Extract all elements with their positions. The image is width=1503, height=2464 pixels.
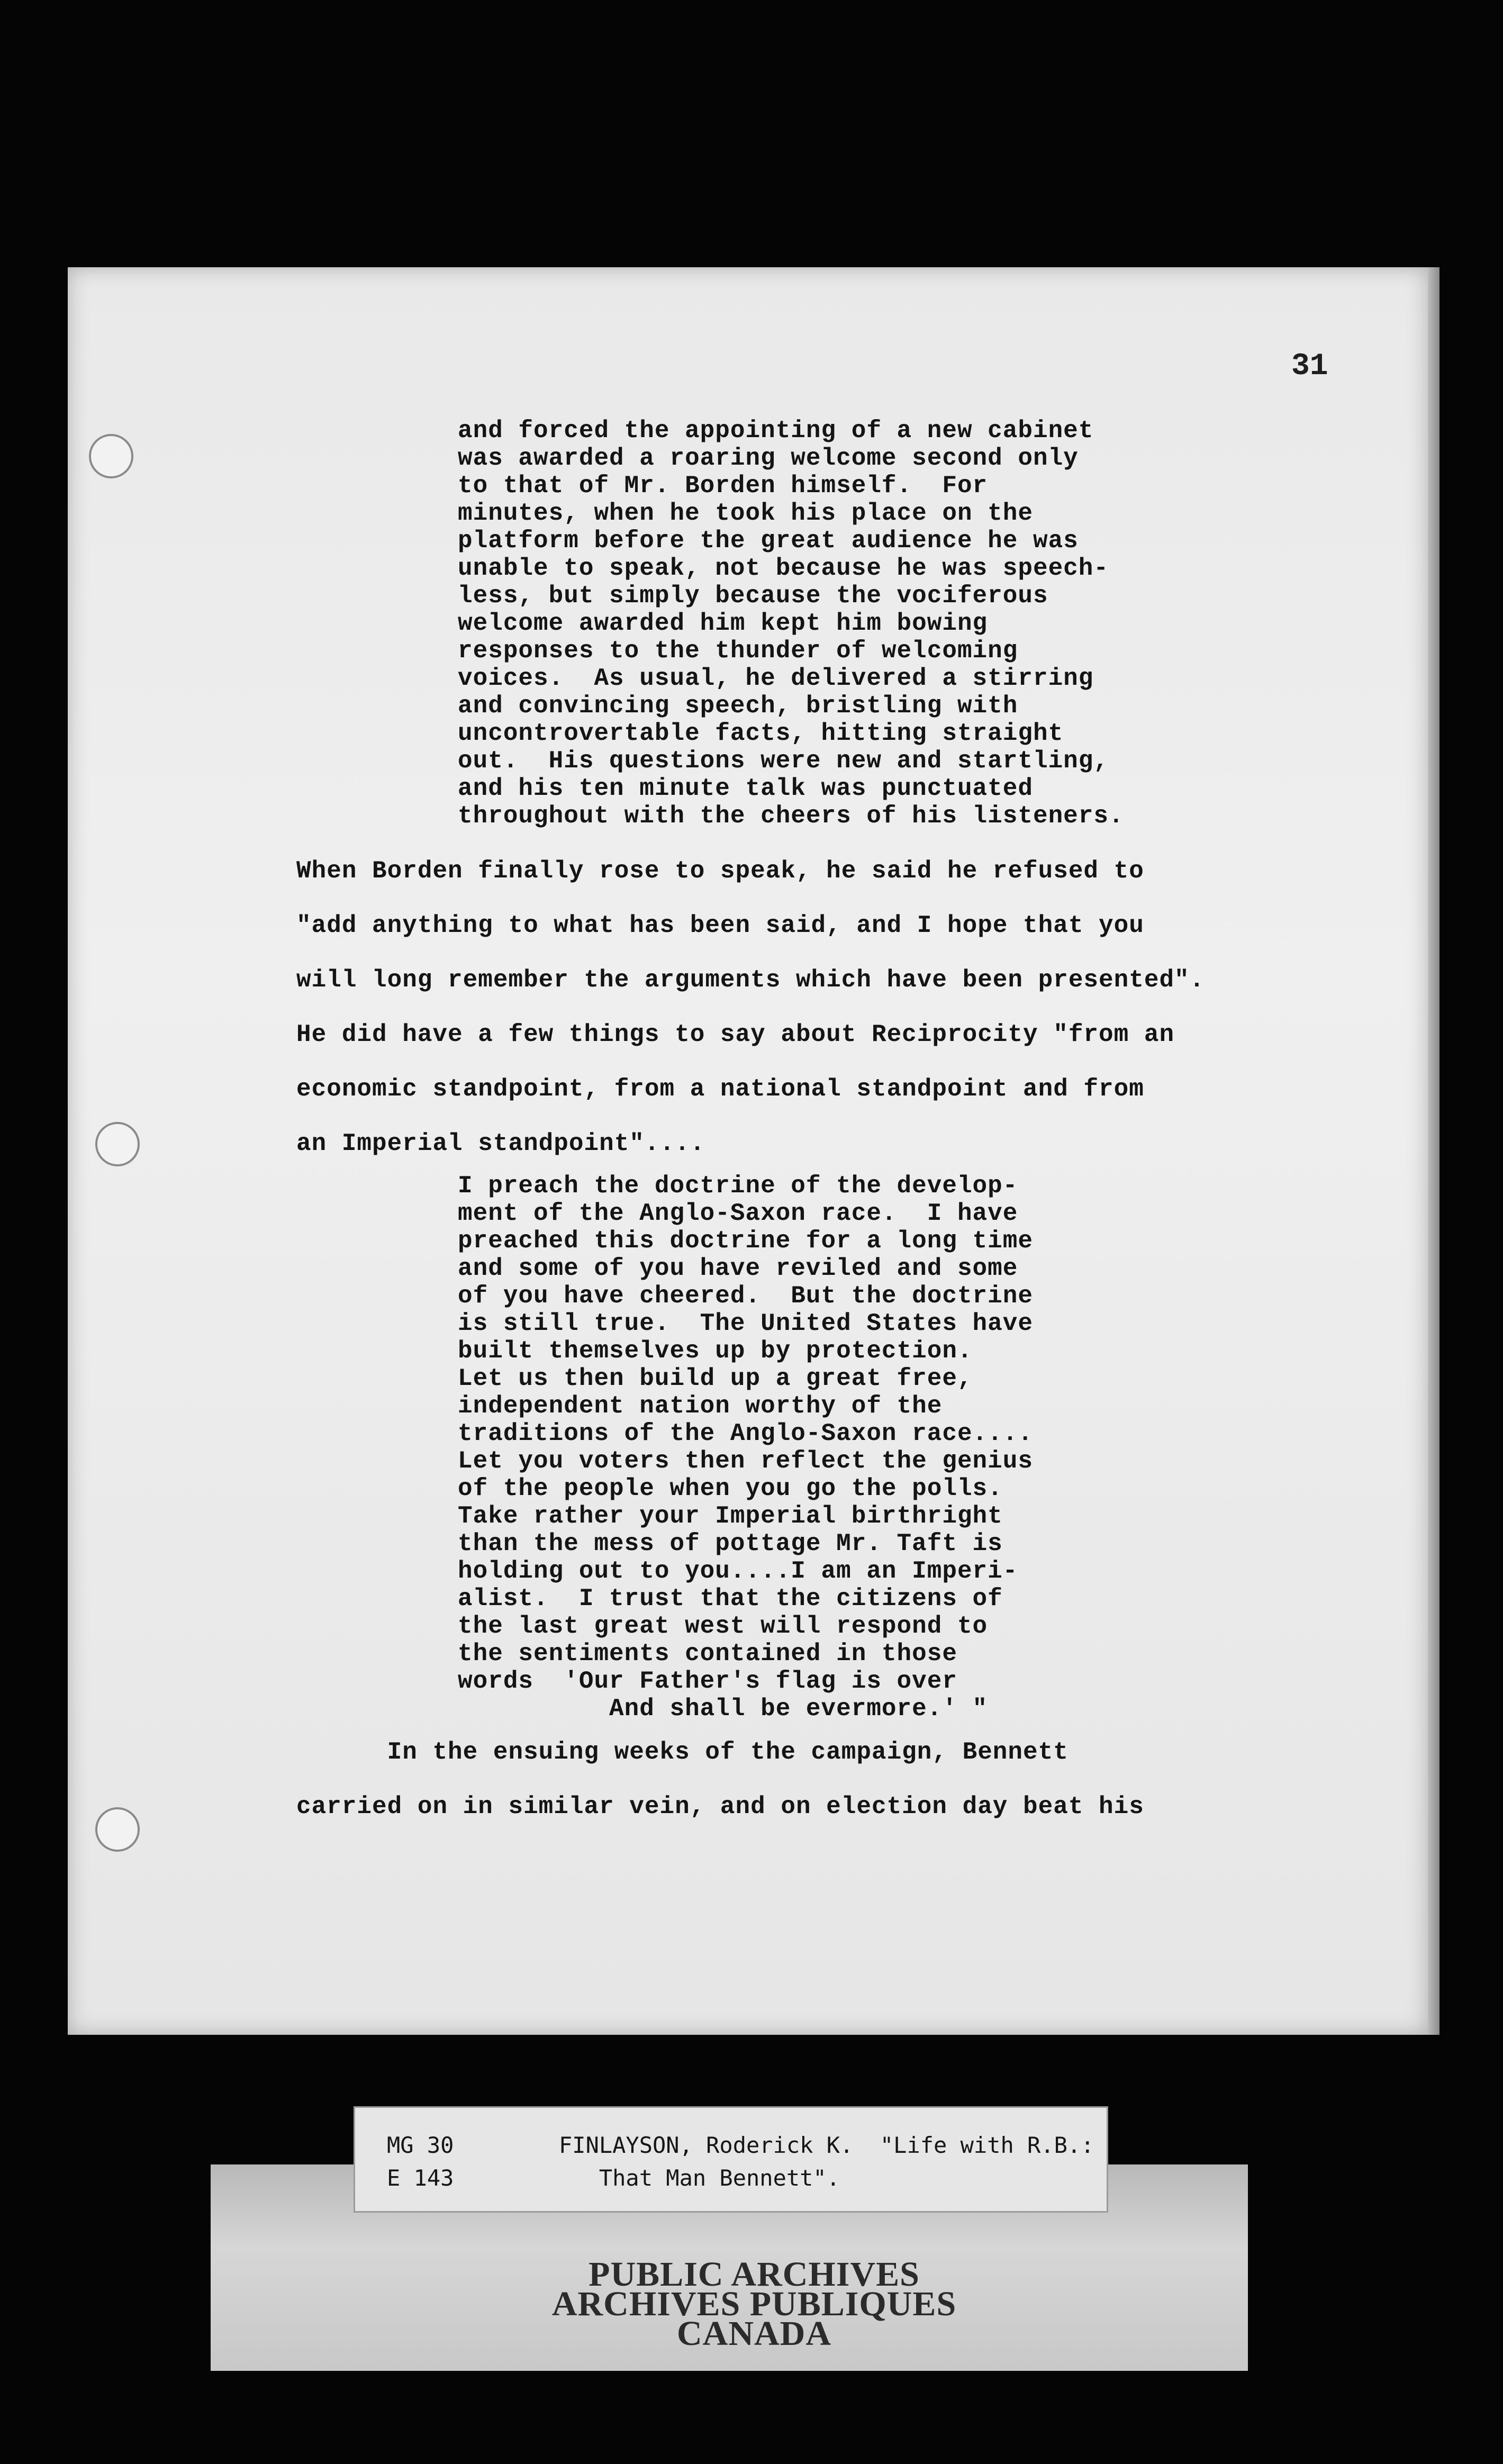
stamp-line-1: PUBLIC ARCHIVES: [588, 2255, 920, 2294]
page-number: 31: [1291, 349, 1328, 384]
archive-reference-label: [354, 2106, 1108, 2213]
block-quote-news-report: and forced the appointing of a new cabinet was awarded a roaring welcome second only to that of Mr. Borden himself. For minutes, when he took his place on the platform before the great audience he was unable to speak, not because he was speech- less, but simply because the vociferous welcome awarded him kept him bowing responses to the thunder of welcoming voices. As usual, he delivered a stirring and convincing speech, bristling with uncontrovertable facts, hitting straight out. His questions were new and startling, and his ten minute talk was punctuated throughout with the cheers of his listeners.: [458, 417, 1124, 830]
page-edge-shadow: [1428, 267, 1439, 2035]
public-archives-stamp: [529, 2255, 979, 2353]
block-quote-bennett-speech: I preach the doctrine of the develop- ment of the Anglo-Saxon race. I have preached this doctrine for a long time and some of you have reviled and some of you have cheered. But the doctrine is still true. The United States have built themselves up by protection. Let us then build up a great free, independent nation worthy of the traditions of the Anglo-Saxon race.... Let you voters then reflect the genius of the people when you go the polls. Take rather your Imperial birthright than the mess of pottage Mr. Taft is holding out to you....I am an Imperi- alist. I trust that the citizens of the last great west will respond to the sentiments contained in those words 'Our Father's flag is over And shall be evermore.' ": [458, 1172, 1033, 1723]
paragraph-campaign: In the ensuing weeks of the campaign, Bennett carried on in similar vein, and on election day beat his: [296, 1738, 1144, 1820]
punch-hole-bottom: [95, 1807, 140, 1852]
stamp-line-2: ARCHIVES PUBLIQUES: [551, 2285, 957, 2323]
title-line-1: FINLAYSON, Roderick K. "Life with R.B.:: [559, 2132, 1094, 2158]
paragraph-borden-speech: When Borden finally rose to speak, he said he refused to "add anything to what has been said, and I hope that you will long remember the arguments which have been presented". He did have a few things to say about Reciprocity "from an economic standpoint, from a national standpoint and from an Imperial standpoint"....: [296, 857, 1205, 1157]
punch-hole-top: [89, 434, 133, 478]
archive-reference-codes: [387, 2129, 454, 2195]
archive-reference-title: [559, 2129, 1094, 2195]
ref-line-2: E 143: [387, 2165, 454, 2191]
punch-hole-middle: [95, 1122, 140, 1166]
ref-line-1: MG 30: [387, 2132, 454, 2158]
stamp-line-3: CANADA: [677, 2314, 831, 2353]
title-line-2: That Man Bennett".: [559, 2165, 840, 2191]
